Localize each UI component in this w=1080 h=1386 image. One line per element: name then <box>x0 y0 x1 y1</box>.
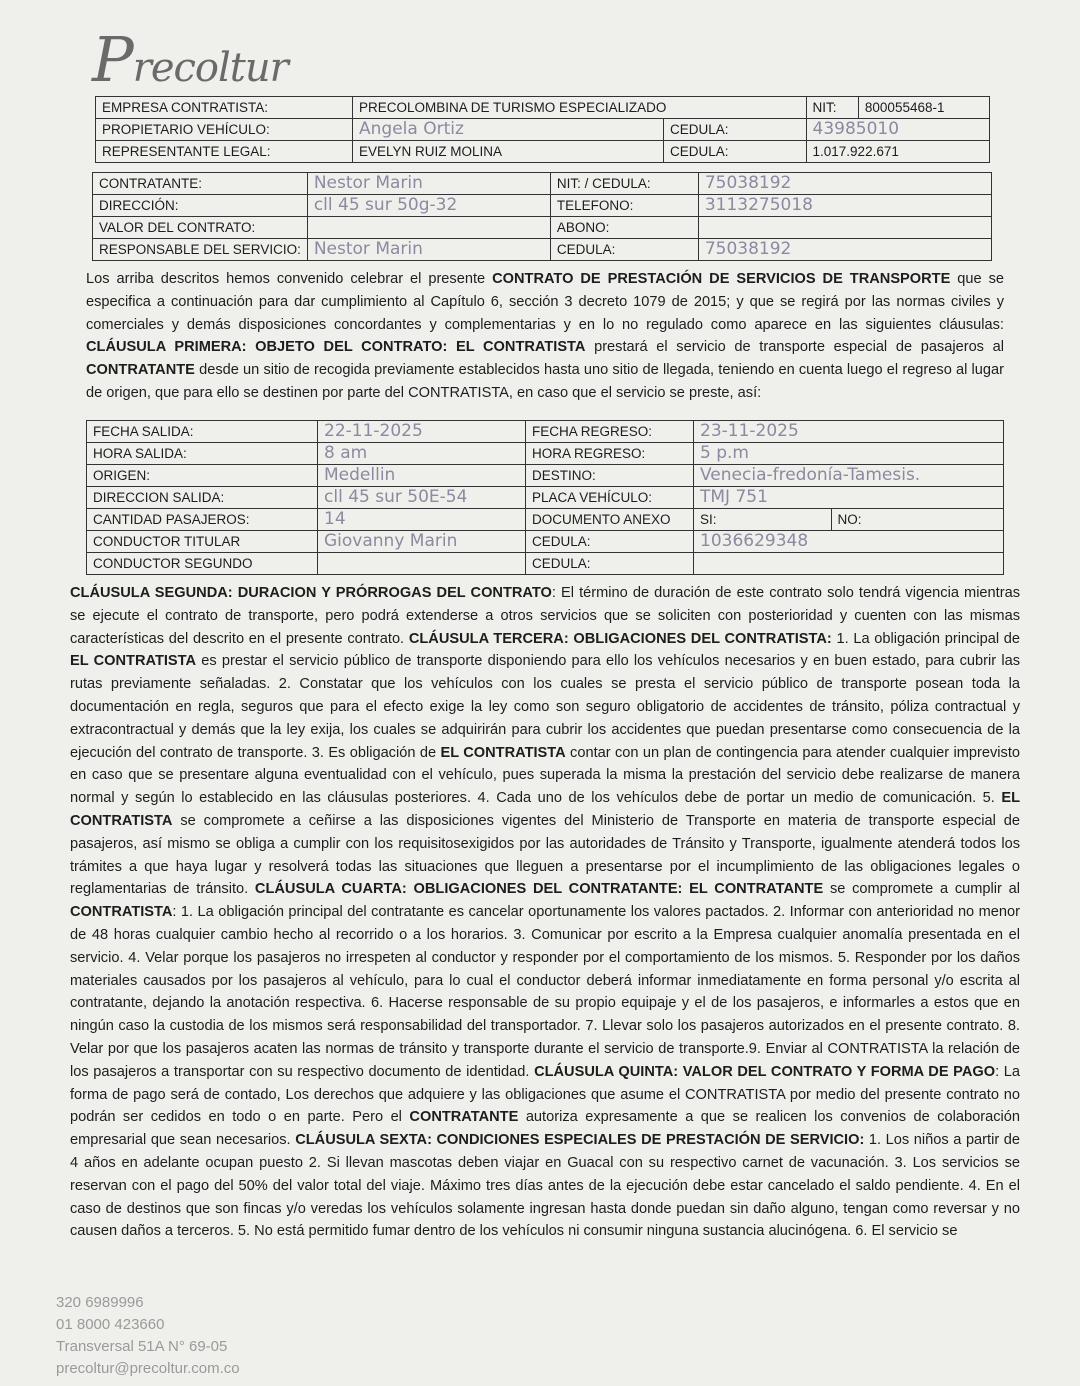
label: ORIGEN: <box>87 465 318 487</box>
conductor-segundo <box>318 553 526 575</box>
trip-info-table <box>86 420 1004 575</box>
label: CEDULA: <box>663 141 806 163</box>
label: CEDULA: <box>550 239 698 261</box>
label: PLACA VEHÍCULO: <box>526 487 694 509</box>
text-segment: desde un sitio de recogida previamente establecidos hasta uno sitio de llegada, teniendo en cuenta luego el regreso al lugar de origen, que para ello se destinen por parte del CONTRATISTA, en caso que el servicio se preste, así: <box>86 362 1004 401</box>
direccion-value: cll 45 sur 50g-32 <box>307 195 550 217</box>
conductor-titular-cedula: 1036629348 <box>694 531 1004 553</box>
label: CEDULA: <box>663 119 806 141</box>
text-segment: contar con un plan de contingencia para atender cualquier imprevisto en caso que se presentare alguna eventualidad con el vehículo, pues superada la misma la prestación del servicio debe realizarse de manera normal y según lo establecido en las cláusulas posteriores. 4. Cada uno de los vehículos debe de portar un medio de comunicación. 5. <box>70 744 1020 807</box>
text-segment: prestará el servicio de transporte especial de pasajeros al <box>585 339 1004 356</box>
conductor-segundo-cedula <box>694 553 1004 575</box>
bold-text-segment: CLÁUSULA QUINTA: VALOR DEL CONTRATO Y FORMA DE PAGO <box>534 1063 996 1080</box>
fecha-regreso: 23-11-2025 <box>694 421 1004 443</box>
company-logo: Precoltur <box>92 23 288 96</box>
text-segment: es prestar el servicio público de transporte disponiendo para ello los vehículos necesarios y en buen estado, para cubrir las rutas previamente señaladas. 2. Constatar que los vehículos con los cuales se presta el servicio público de transporte posean toda la documentación en regla, seguros que para el efecto exige la ley como son seguro obligatorio de accidentes de tránsito, póliza contractual y extracontractual y demás que la ley exija, los cuales se adquirirán para cubrir los accidentes que puedan presentarse como consecuencia de la ejecución del contrato de transporte. 3. Es obligación de <box>70 653 1020 761</box>
bold-text-segment: CONTRATO DE PRESTACIÓN DE SERVICIOS DE TRANSPORTE <box>492 271 951 287</box>
bold-text-segment: EL CONTRATISTA <box>70 790 1020 829</box>
label: DIRECCION SALIDA: <box>87 487 318 509</box>
propietario-value: Angela Ortiz <box>353 119 664 141</box>
empresa-value: PRECOLOMBINA DE TURISMO ESPECIALIZADO <box>353 97 807 119</box>
bold-text-segment: EL CONTRATISTA <box>440 744 566 761</box>
bold-text-segment: CONTRATISTA <box>70 904 173 921</box>
bold-text-segment: CLÁUSULA PRIMERA: OBJETO DEL CONTRATO: EL CONTRATISTA <box>86 339 586 356</box>
label: FECHA REGRESO: <box>526 421 694 443</box>
label: CONDUCTOR SEGUNDO <box>87 553 318 575</box>
label: REPRESENTANTE LEGAL: <box>96 141 353 163</box>
clauses-paragraph <box>70 582 1020 1243</box>
representante-value: EVELYN RUIZ MOLINA <box>353 141 664 163</box>
placa: TMJ 751 <box>694 487 1004 509</box>
contratante-value: Nestor Marin <box>307 173 550 195</box>
label: DOCUMENTO ANEXO <box>526 509 694 531</box>
footer-toll-free: 01 8000 423660 <box>56 1316 165 1333</box>
text-segment: : El término de duración de este contrato solo tendrá vigencia mientras se ejecute el contrato de transporte, pero podrá extenderse a otros servicios que se soliciten con posterioridad y cuenten con las mismas características del descrito en el presente contrato. <box>70 585 1020 647</box>
text-segment: : La forma de pago será de contado, Los derechos que adquiere y las obligaciones que asume el CONTRATISTA por medio del presente contrato no podrán ser cedidos en todo o en parte. Pero el <box>70 1063 1021 1126</box>
bold-text-segment: CONTRATANTE <box>409 1109 519 1126</box>
bold-text-segment: CLÁUSULA TERCERA: OBLIGACIONES DEL CONTRATISTA: <box>408 630 832 647</box>
label: VALOR DEL CONTRATO: <box>93 217 308 239</box>
label: PROPIETARIO VEHÍCULO: <box>96 119 353 141</box>
footer-email: precoltur@precoltur.com.co <box>56 1360 240 1377</box>
abono-value <box>698 217 991 239</box>
label: NIT: / CEDULA: <box>550 173 698 195</box>
label: TELEFONO: <box>550 195 698 217</box>
label: ABONO: <box>550 217 698 239</box>
hora-salida: 8 am <box>318 443 526 465</box>
footer-contact <box>56 1292 240 1380</box>
bold-text-segment: CLÁUSULA CUARTA: OBLIGACIONES DEL CONTRATANTE: EL CONTRATANTE <box>254 881 824 898</box>
nit-value: 800055468-1 <box>858 97 989 119</box>
hora-regreso: 5 p.m <box>694 443 1004 465</box>
fecha-salida: 22-11-2025 <box>318 421 526 443</box>
label: CONTRATANTE: <box>93 173 308 195</box>
propietario-cedula: 43985010 <box>806 119 989 141</box>
valor-value <box>307 217 550 239</box>
label: HORA SALIDA: <box>87 443 318 465</box>
telefono-value: 3113275018 <box>698 195 991 217</box>
text-segment: Los arriba descritos hemos convenido celebrar el presente <box>86 271 493 287</box>
text-segment: que se especifica a continuación para dar cumplimiento al Capítulo 6, sección 3 decreto 1079 de 2015; y que se regirá por las normas civiles y comerciales y demás disposiciones concordantes y complementarias y en lo no regulado como aparece en las siguientes cláusulas: <box>86 271 1004 333</box>
text-segment: se compromete a ceñirse a las disposiciones vigentes del Ministerio de Transporte en materia de transporte especial de pasajeros, así mismo se obliga a cumplir con los requisitosexigidos por las autoridades de Tránsito y Transporte, igualmente atenderá todos los trámites a que haya lugar y resolverá todas las situaciones que lleguen a presentarse por el incumplimiento de las obligaciones legales o reglamentarias de tránsito. <box>70 812 1020 898</box>
origen: Medellin <box>318 465 526 487</box>
label: CONDUCTOR TITULAR <box>87 531 318 553</box>
bold-text-segment: CONTRATANTE <box>86 362 195 379</box>
text-segment: 1. La obligación principal de <box>831 630 1021 647</box>
pasajeros: 14 <box>318 509 526 531</box>
text-segment: se compromete a cumplir al <box>823 881 1020 898</box>
nit-cedula-value: 75038192 <box>698 173 991 195</box>
label: FECHA SALIDA: <box>87 421 318 443</box>
anexo-si: SI: <box>694 509 832 531</box>
text-segment: autoriza expresamente a que se realicen los convenios de colaboración empresarial que sean necesarios. <box>70 1109 1020 1149</box>
label: EMPRESA CONTRATISTA: <box>96 97 353 119</box>
bold-text-segment: EL CONTRATISTA <box>70 653 197 670</box>
label: CANTIDAD PASAJEROS: <box>87 509 318 531</box>
anexo-no: NO: <box>831 509 1004 531</box>
responsable-value: Nestor Marin <box>307 239 550 261</box>
company-info-table <box>95 96 990 163</box>
bold-text-segment: CLÁUSULA SEGUNDA: DURACION Y PRÓRROGAS DEL CONTRATO <box>70 585 552 601</box>
footer-address: Transversal 51A N° 69-05 <box>56 1338 228 1355</box>
conductor-titular: Giovanny Marin <box>318 531 526 553</box>
label: HORA REGRESO: <box>526 443 694 465</box>
direccion-salida: cll 45 sur 50E-54 <box>318 487 526 509</box>
footer-phone: 320 6989996 <box>56 1294 144 1311</box>
destino: Venecia-fredonía-Tamesis. <box>694 465 1004 487</box>
text-segment: : 1. La obligación principal del contratante es cancelar oportunamente los valores pactados. 2. Informar con anterioridad no menor de 48 horas cualquier cambio hecho al recorrido o a los horarios. 3. Comunicar por escrito a la Empresa cualquier anomalía presentada en el servicio. 4. Velar porque los pasajeros no irrespeten al conductor y responder por el comportamiento de los mismos. 5. Responder por los daños materiales causados por los pasajeros al vehículo, para lo cual el conductor deberá informar inmediatamente en forma personal y/o escrita al contratante, dejando la anotación respectiva. 6. Hacerse responsable de su propio equipaje y el de los pasajeros, e informarles a estos que en ningún caso la custodia de los mismos será responsabilidad del transportador. 7. Llevar solo los pasajeros autorizados en el presente contrato. 8. Velar por que los pasajeros acaten las normas de tránsito y transporte durante el servicio de transporte.9. Enviar al CONTRATISTA la relación de los pasajeros a transportar con su respectivo documento de identidad. <box>70 904 1020 1080</box>
client-info-table <box>92 172 992 261</box>
label: DIRECCIÓN: <box>93 195 308 217</box>
intro-paragraph <box>86 268 1004 405</box>
label: NIT: <box>806 97 858 119</box>
label: DESTINO: <box>526 465 694 487</box>
label: CEDULA: <box>526 531 694 553</box>
responsable-cedula: 75038192 <box>698 239 991 261</box>
representante-cedula: 1.017.922.671 <box>806 141 989 163</box>
bold-text-segment: CLÁUSULA SEXTA: CONDICIONES ESPECIALES DE PRESTACIÓN DE SERVICIO: <box>295 1132 865 1149</box>
label: CEDULA: <box>526 553 694 575</box>
text-segment: 1. Los niños a partir de 4 años en adelante ocupan puesto 2. Si llevan mascotas deben viajar en Guacal con su respectivo carnet de vacunación. 3. Los servicios se reservan con el pago del 50% del valor total del viaje. Máximo tres días antes de la ejecución debe estar cancelado el saldo pendiente. 4. En el caso de destinos que son fincas y/o veredas los vehículos solamente ingresan hasta donde puedan sin daño alguno, tengan como reversar y no causen daños a terceros. 5. No está permitido fumar dentro de los vehículos ni consumir ninguna sustancia alucinógena. 6. El servicio se <box>70 1132 1021 1240</box>
label: RESPONSABLE DEL SERVICIO: <box>93 239 308 261</box>
